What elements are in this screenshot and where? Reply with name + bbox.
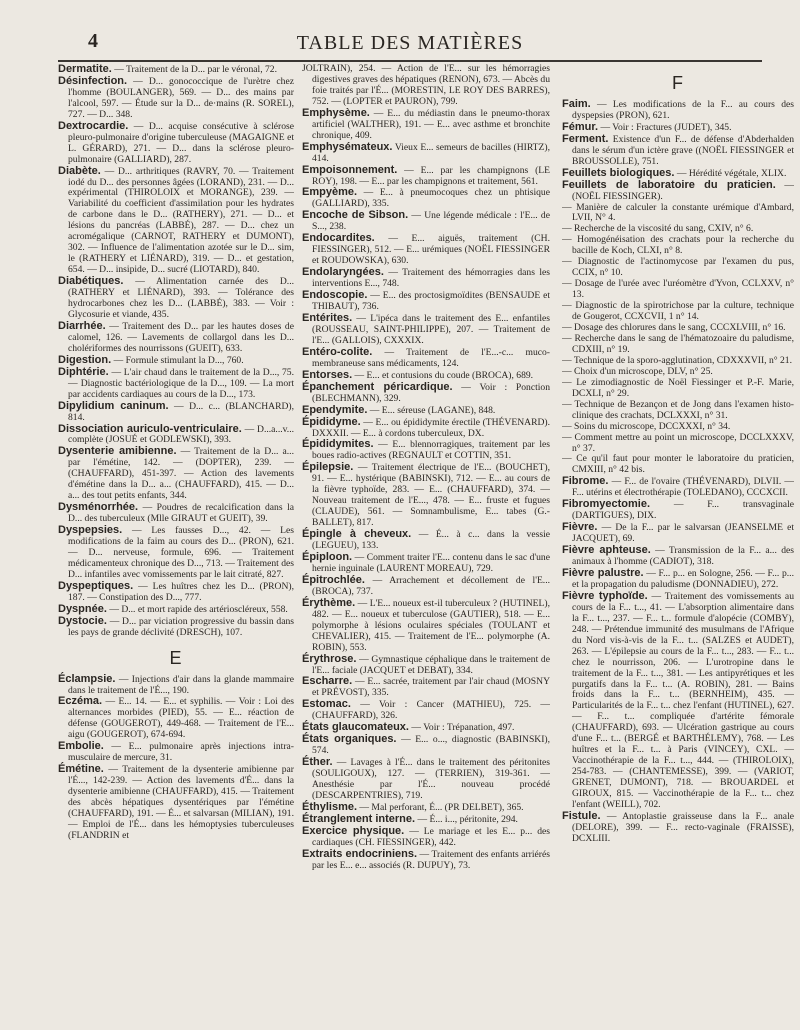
entry-text: — Traitement de la D... par le véronal, 72. xyxy=(111,64,277,75)
entry-text: — L'ipéca dans le traitement des E... enfantiles (ROUSSEAU, SAINT-PHILIPPE), 207. — Traitement de l'E... (GALLOIS), CXXXIX. xyxy=(312,312,550,346)
index-entry xyxy=(302,290,550,313)
entry-text: — Choix d'un microscope, DLV, n° 25. xyxy=(562,365,713,377)
index-entry xyxy=(302,187,550,210)
index-column-2 xyxy=(302,64,550,1020)
index-entry xyxy=(58,424,294,447)
index-entry xyxy=(562,545,794,568)
entry-text: — Traitement de la D... a... par l'émétine, 142. — (DOPTER), 239. — (CHAUFFARD), 451-397. — Action des lavements d'émétine dans la D... a... (CHAUFFARD), 415. — D... a... des tout petits enfants, 344. xyxy=(68,446,294,502)
entry-heading: Épididymites. xyxy=(302,438,374,451)
index-entry xyxy=(302,462,550,529)
entry-text: — Alimentation carnée des D... (RATHERY et LIÉNARD), 393. — Tolérance des hydrocarbones chez les D... (LABBÉ), 383. — Voir : Glycosurie et viande, 435. xyxy=(68,276,294,320)
index-entry xyxy=(58,367,294,401)
entry-heading: États organiques. xyxy=(302,733,397,746)
entry-text: — L'E... noueux est-il tuberculeux ? (HUTINEL), 482. — E... noueux et tuberculose (GAUTIER), 518. — E... polymorphe à lésions oculaires spéciales (TOULANT et CHEVALIER), 415. — Traitement de l'E... polymorphe (A. ROBIN), 553. xyxy=(312,597,550,653)
index-entry xyxy=(562,522,794,545)
index-column-1 xyxy=(58,64,294,1020)
entry-heading: Étranglement interne. xyxy=(302,812,416,825)
entry-heading: Endolaryngées. xyxy=(302,266,384,279)
index-entry xyxy=(58,741,294,764)
entry-text: — E... et contusions du coude (BROCA), 689. xyxy=(352,369,534,381)
entry-heading: Dysenterie amibienne. xyxy=(58,445,177,458)
entry-text: — Diagnostic de l'actinomycose par l'examen du pus, CCIX, n° 10. xyxy=(562,256,794,279)
entry-text: — E... blennorragiques, traitement par les boues radio-actives (REGNAULT et COTTIN, 351. xyxy=(312,439,550,462)
index-entry xyxy=(58,276,294,321)
entry-text: — D... c... (BLANCHARD), 814. xyxy=(68,400,294,423)
index-entry xyxy=(302,598,550,654)
entry-heading: Extraits endocriniens. xyxy=(302,847,418,860)
entry-text: — Recherche dans le sang de l'hématozoaire du paludisme, CDXIII, n° 19. xyxy=(562,332,794,355)
entry-text: — Ce qu'il faut pour monter le laboratoire du praticien, CMXIII, n° 42 bis. xyxy=(562,453,794,476)
index-entry xyxy=(58,401,294,424)
entry-heading: Émétine. xyxy=(58,763,104,776)
index-entry xyxy=(58,502,294,525)
entry-text: — E... séreuse (LAGANE), 848. xyxy=(367,404,496,416)
entry-heading: Endoscopie. xyxy=(302,289,368,302)
entry-text: — Homogénéisation des crachats pour la recherche du bacille de Koch, CLXI, n° 8. xyxy=(562,234,794,257)
entry-heading: Dysménorrhée. xyxy=(58,501,139,514)
entry-text: — Une légende médicale : l'E... de S..., 238. xyxy=(312,210,550,233)
index-entry xyxy=(302,676,550,699)
index-entry xyxy=(302,165,550,188)
entry-text: — Voir : Fractures (JUDET), 345. xyxy=(598,121,732,133)
entry-text: — Comment mettre au point un microscope, DCCLXXXV, n° 37. xyxy=(562,431,794,454)
index-entry xyxy=(302,108,550,142)
section-letter: E xyxy=(169,647,183,668)
entry-heading: Digestion. xyxy=(58,353,112,366)
entry-heading: Dyspeptiques. xyxy=(58,579,134,592)
entry-heading: Éther. xyxy=(302,756,333,769)
index-entry xyxy=(562,433,794,455)
entry-text: — D...a...v... complète (JOSUÉ et GODLEWSKI), 393. xyxy=(68,423,294,446)
entry-text: — E... à pneumocoques chez un phtisique (GALLIARD), 335. xyxy=(312,187,550,210)
entry-heading: Entéro-colite. xyxy=(302,345,373,358)
entry-text: — F... transvaginale (DARTIGUES), DIX. xyxy=(572,499,794,522)
entry-text: — D... arthritiques (RAVRY, 70. — Traitement iodé du D... des personnes âgées (LORAND), 231. — D... expérimental (THIROLOIX et MORANGE), 239. — Variabilité du coefficient d'assimilation pour les hydrates de carbone dans le D... (RATHERY), 271. — D... et lésions du pancréas (LABBÉ), 287. — D... chez un acromégalique (CARNOT, RATHERY et DUMONT), 302. — Influence de l'alimentation azotée sur le D... sim, le (RATHERY et LIÉNARD), 319. — D... et gestation, 654. — D... insipide, D... sucré (LIOTARD), 840. xyxy=(68,165,294,276)
index-entry xyxy=(302,347,550,370)
entry-heading: Diphtérie. xyxy=(58,365,109,378)
entry-text: Existence d'un F... de défense d'Abderhalden dans le sérum d'un ictère grave ((NOËL FIESSINGER et BROUSSOLLE), 751. xyxy=(572,133,794,167)
index-entry xyxy=(58,581,294,604)
index-entry xyxy=(562,591,794,811)
entry-heading: Dextrocardie. xyxy=(58,119,129,132)
entry-text: — Le mariage et les E... p... des cardiaques (CH. FIESSINGER), 442. xyxy=(312,825,550,848)
entry-heading: Diarrhée. xyxy=(58,319,106,332)
entry-heading: Épanchement péricardique. xyxy=(302,380,453,393)
entry-text: — E... aiguës, traitement (CH. FIESSINGER), 512. — E... urémiques (NOËL FIESSINGER et ROUDOWSKA), 630. xyxy=(312,233,550,267)
entry-text: — Le zimodiagnostic de Noël Fiessinger et P.-F. Marie, DCXLI, n° 29. xyxy=(562,376,794,399)
entry-heading: Feuillets biologiques. xyxy=(562,166,675,179)
entry-heading: Estomac. xyxy=(302,698,351,711)
entry-text: — Technique de Bezançon et de Jong dans l'examen histo-clinique des crachats, DCLXXXI, n° 31. xyxy=(562,398,794,421)
index-entry xyxy=(58,764,294,842)
entry-heading: Fistule. xyxy=(562,809,601,822)
index-entry xyxy=(562,180,794,203)
entry-text: — Voir : Cancer (MATHIEU), 725. — (CHAUFFARD), 326. xyxy=(312,699,550,722)
entry-heading: Fièvre palustre. xyxy=(562,566,644,579)
index-entry xyxy=(562,568,794,591)
entry-heading: Éclampsie. xyxy=(58,672,116,685)
entry-heading: Désinfection. xyxy=(58,74,128,87)
index-entry xyxy=(302,233,550,267)
entry-text: — Traitement de la dysenterie amibienne par l'É..., 142-239. — Action des lavements d'É... dans la dysenterie amibienne (CHAUFFARD), 415. — Traitement des abcès hépatiques dysentériques par l'émétine (CHAUFFARD), 191. — É... et salvarsan (MILIAN), 191. — Emploi de l'É... dans les hémoptysies tuberculeuses (FLANDRIN et xyxy=(68,764,294,841)
index-entry xyxy=(58,525,294,581)
index-entry xyxy=(562,811,794,845)
entry-text: — Dosage des chlorures dans le sang, CCCXLVIII, n° 16. xyxy=(562,322,786,334)
index-entry xyxy=(302,552,550,575)
entry-heading: Ependymite. xyxy=(302,403,368,416)
entry-heading: Faim. xyxy=(562,97,591,110)
index-entry xyxy=(302,382,550,405)
entry-text: — Formule stimulant la D..., 760. xyxy=(111,354,244,366)
entry-heading: Fibromyectomie. xyxy=(562,498,651,511)
entry-text: — Dosage de l'urée avec l'uréomètre d'Yvon, CCLXXV, n° 13. xyxy=(562,278,794,301)
entry-text: — Recherche de la viscosité du sang, CXIV, n° 6. xyxy=(562,223,754,235)
index-entry xyxy=(302,210,550,233)
index-entry xyxy=(562,454,794,476)
index-entry xyxy=(302,849,550,872)
entry-text: — E... 14. — E... et syphilis. — Voir : Loi des alternances morbides (PIED), 55. — E... réaction de défense (GOUGEROT), 449-468. — Traitement de l'E... aigu (GOUGEROT), 674-694. xyxy=(68,696,294,741)
entry-heading: Ferment. xyxy=(562,132,609,145)
entry-text: — E... du médiastin dans le pneumo-thorax artificiel (WALTHER), 191. — E... avec asthme et bronchite chronique, 409. xyxy=(312,107,550,141)
entry-text: — E... par les champignons (LE ROY), 198. — E... par les champignons et traitement, 561. xyxy=(312,164,550,187)
entry-text: — Mal perforant, É... (PR DELBET), 365. xyxy=(357,801,524,813)
entry-heading: Dipylidium caninum. xyxy=(58,399,169,412)
header-rule xyxy=(58,60,762,62)
entry-heading: Dyspnée. xyxy=(58,602,107,615)
entry-text: JOLTRAIN), 254. — Action de l'É... sur les hémorragies digestives graves des hépatiques (RENON), 673. — Abcès du foie traités par l'É... (MORESTIN, LE ROY DES BARRES), 752. — (LOPTER et PAURON), 799. xyxy=(302,64,550,107)
entry-text: — Lavages à l'É... dans le traitement des péritonites (SOULIGOUX), 127. — (TERRIEN), 319-361. — Anesthésie par l'É... nouveau procédé (DESCARPENTRIES), 719. xyxy=(312,757,550,801)
entry-text: — E... ou épididymite érectile (THÉVENARD). DXXXII. — E... à cordons tuberculeux, DX. xyxy=(312,416,550,439)
index-entry xyxy=(302,826,550,849)
page-header xyxy=(60,30,760,60)
entry-text: — (NOËL FIESSINGER). xyxy=(572,179,794,202)
entry-heading: Diabétiques. xyxy=(58,275,124,288)
entry-text: — Poudres de recalcification dans la D... des tuberculeux (Mlle GIRAUT et GUEIT), 39. xyxy=(68,502,294,525)
index-entry xyxy=(562,99,794,122)
entry-text: — Traitement électrique de l'E... (BOUCHET), 91. — E... hystérique (BABINSKI), 712. — E... au cours de la fièvre typhoïde, 283. — E... (CHAUFFARD), 374. — Nouveau traitement de l'E..., 478. — E... fruste et fugues (CLAUDE), 561. — Somnambulisme, E... tabes (G.-BALLET), 817. xyxy=(312,462,550,529)
entry-heading: Érythème. xyxy=(302,596,356,609)
entry-heading: Fémur. xyxy=(562,120,599,133)
entry-text: — Voir : Trépanation, 497. xyxy=(408,722,515,734)
entry-heading: Fièvre. xyxy=(562,521,598,534)
entry-text: — Arrachement et décollement de l'E... (BROCA), 737. xyxy=(312,574,550,597)
index-entry xyxy=(58,446,294,502)
entry-heading: Dermatite. xyxy=(58,64,112,75)
entry-text: — E... des proctosigmoïdites (BENSAUDE et THIBAUT), 736. xyxy=(312,290,550,313)
entry-text: — Traitement des hémorragies dans les interventions E..., 748. xyxy=(312,267,550,290)
index-entry xyxy=(562,134,794,168)
index-column-3 xyxy=(562,64,794,1020)
entry-text: — Comment traiter l'E... contenu dans le sac d'une hernie inguinale (LAURENT MOREAU), 729. xyxy=(312,551,550,574)
entry-heading: Eczéma. xyxy=(58,695,103,708)
entry-text: — Transmission de la F... a... des animaux à l'homme (CADIOT), 318. xyxy=(572,545,794,568)
entry-heading: Emphysème. xyxy=(302,106,370,119)
index-entry xyxy=(562,235,794,257)
index-entry xyxy=(58,616,294,639)
entry-text: — F... p... en Sologne, 256. — F... p... et la propagation du paludisme (DONNADIEU), 272. xyxy=(572,567,794,590)
index-entry xyxy=(562,301,794,323)
index-entry xyxy=(562,279,794,301)
entry-text: — E... pulmonaire après injections intra-musculaire de mercure, 31. xyxy=(68,741,294,764)
entry-heading: Entorses. xyxy=(302,368,353,381)
index-entry xyxy=(302,575,550,598)
entry-text: — Soins du microscope, DCCXXXI, n° 34. xyxy=(562,420,731,432)
entry-text: — D... par viciation progressive du bassin dans les pays de grande déclivité (DRESCH), 107. xyxy=(68,615,294,638)
entry-text: — Traitement de l'E...-c... muco-membraneuse sans médicaments, 124. xyxy=(312,346,550,369)
entry-heading: Endocardites. xyxy=(302,232,375,245)
entry-heading: Emphysémateux. xyxy=(302,140,393,153)
entry-text: — E... o..., diagnostic (BABINSKI), 574. xyxy=(312,734,550,757)
entry-text: — Voir : Ponction (BLECHMANN), 329. xyxy=(312,381,550,404)
index-entry xyxy=(58,121,294,166)
entry-heading: Fièvre aphteuse. xyxy=(562,544,651,557)
entry-text: — Les fausses D..., 42. — Les modifications de la faim au cours des D... (PRON), 621. — D... nerveuse, formule, 696. — Traitement médicamenteux chronique des D..., 713. — Traitement des D... infantiles avec vomissements par le lait citraté, 827. xyxy=(68,525,294,580)
index-entry xyxy=(562,257,794,279)
entry-heading: Dissociation auriculo-ventriculaire. xyxy=(58,422,242,435)
entry-heading: Diabète. xyxy=(58,164,101,177)
index-entry xyxy=(302,654,550,677)
index-entry xyxy=(302,313,550,347)
entry-text: — Traitement des enfants arriérés par les E... e... associés (R. DUPUY), 73. xyxy=(312,848,550,871)
entry-text: — Gymnastique céphalique dans le traitement de l'E... faciale (JACQUET et DEBAT), 334. xyxy=(312,653,550,676)
index-entry xyxy=(562,203,794,225)
index-entry xyxy=(302,64,550,108)
index-entry xyxy=(562,499,794,522)
entry-heading: Épididyme. xyxy=(302,415,361,428)
entry-heading: Empyème. xyxy=(302,186,358,199)
entry-text: — Technique de la sporo-agglutination, CDXXXVII, n° 21. xyxy=(562,354,792,366)
entry-text: — D... gonococcique de l'urètre chez l'homme (BOULANGER), 569. — D... des mains par l'alcool, 597. — Étude sur la D... de·mains (R. SOREL), 727. — D... 348. xyxy=(68,75,294,120)
entry-heading: Dyspepsies. xyxy=(58,524,123,537)
entry-heading: Encoche de Sibson. xyxy=(302,209,409,222)
entry-heading: Éthylisme. xyxy=(302,800,358,813)
index-entry xyxy=(302,529,550,552)
entry-text: — Antoplastie graisseuse dans la F... anale (DELORE), 399. — F... recto-vaginale (FRAISSE), DCXLIII. xyxy=(572,810,794,844)
entry-text: — Diagnostic de la spirotrichose par la culture, technique de Gougerot, CCXCVII, 1 n° 14. xyxy=(562,300,794,323)
index-entry xyxy=(562,476,794,499)
entry-text: — D... et mort rapide des artérioscléreux, 558. xyxy=(106,603,288,615)
index-entry xyxy=(302,417,550,440)
entry-text: — É... à c... dans la vessie (LEGUEU), 133. xyxy=(312,529,550,552)
index-entry xyxy=(58,674,294,697)
entry-heading: Épitrochlée. xyxy=(302,573,365,586)
index-entry xyxy=(58,321,294,355)
entry-heading: Dystocie. xyxy=(58,614,107,627)
index-entry xyxy=(562,334,794,356)
entry-text: — Les modifications de la F... au cours des dyspepsies (PRON), 621. xyxy=(572,98,794,121)
index-entry xyxy=(58,76,294,121)
entry-heading: États glaucomateux. xyxy=(302,721,409,734)
index-entry xyxy=(302,699,550,722)
entry-heading: Épilepsie. xyxy=(302,461,354,474)
index-entry xyxy=(302,757,550,802)
index-entry xyxy=(302,439,550,462)
entry-text: — É... i..., péritonite, 294. xyxy=(415,813,518,825)
entry-heading: Escharre. xyxy=(302,675,353,688)
entry-text: Vieux E... semeurs de bacilles (HIRTZ), 414. xyxy=(312,141,550,164)
entry-heading: Feuillets de laboratoire du praticien. xyxy=(562,178,776,191)
entry-text: — L'air chaud dans le traitement de la D..., 75. — Diagnostic bactériologique de la D..., 109. — La mort par accidents cardiaques au cours de la D..., 173. xyxy=(68,366,294,400)
entry-text: — F... de l'ovaire (THÉVENARD), DLVII. — F... utérins et électrothérapie (TOLEDANO), CCCXCII. xyxy=(572,476,794,499)
entry-heading: Fibrome. xyxy=(562,475,609,488)
page-number: 4 xyxy=(88,30,98,52)
entry-heading: Embolie. xyxy=(58,740,104,753)
index-entry xyxy=(58,166,294,277)
index-entry xyxy=(562,400,794,422)
entry-heading: Épiploon. xyxy=(302,550,353,563)
entry-heading: Érythrose. xyxy=(302,652,357,665)
index-entry xyxy=(302,267,550,290)
entry-text: — Les huîtres chez les D... (PRON), 187. — Constipation des D..., 777. xyxy=(68,580,294,603)
index-entry xyxy=(58,696,294,741)
index-entry xyxy=(302,142,550,165)
section-letter: F xyxy=(672,73,684,93)
entry-text: — Injections d'air dans la glande mammaire dans le traitement de l'É..., 190. xyxy=(68,673,294,696)
index-entry xyxy=(302,734,550,757)
entry-heading: Empoisonnement. xyxy=(302,163,398,176)
entry-text: — Traitement des D... par les hautes doses de calomel, 126. — Lavements de collargol dans les D... cholériformes des nourrissons (GUEIT), 633. xyxy=(68,320,294,354)
entry-text: — D... acquise consécutive à sclérose pleuro-pulmonaire d'origine tuberculeuse (MAGAIGNE et L. GÉRARD), 271. — D... dans la sclérose pleuro-pulmonaire (GALLIARD), 287. xyxy=(68,120,294,165)
entry-text: — E... sacrée, traitement par l'air chaud (MOSNY et PRÉVOST), 335. xyxy=(312,676,550,699)
entry-text: — Hérédité végétale, XLIX. xyxy=(674,167,787,179)
entry-heading: Entérites. xyxy=(302,311,353,324)
entry-text: — Manière de calculer la constante urémique d'Ambard, LVII, N° 4. xyxy=(562,201,794,224)
entry-text: — Traitement des vomissements au cours de la F... t..., 41. — L'absorption alimentaire dans la F... t..., 237. — F... t... formule d'alopécie (COMBY), 248. — Prétendue immunité des musulmans de l'Afrique du Nord vis-à-vis de la F... t... (SALZES et AUDET), 263. — L'épilepsie au cours de la F... t..., 283. — F... t... chez le nourrisson, 206. — L'urotropine dans le traitement de la F... t..., 381. — Les antipyrétiques et les purgatifs dans la F... t... (A. ROBIN), 281. — Bains froids dans la F... t... (BERNHEIM), 435. — Particularités de la F... t... chez l'enfant (HUTINEL), 627. — F... t... compliquée d'artérite fémorale (CHAUFFARD), 693. — Ulcération gastrique au cours d'une F... t... (BERGÉ et BARTHÉLEMY), 768. — Les huîtres et la F... t... à Paris (VINCEY), CXL. — Vaccinothérapie de la F... t..., 444. — (THIROLOIX), 254-783. — (CHANTEMESSE), 399. — (VARIOT, GRENET, DUMONT), 718. — BROUARDEL et GIROUX, 815. — Vaccinothérapie de la F... t... chez l'enfant (WEILL), 702. xyxy=(572,590,794,810)
running-title: TABLE DES MATIÈRES xyxy=(296,32,524,54)
index-entry xyxy=(562,378,794,400)
entry-heading: Épingle à cheveux. xyxy=(302,528,412,541)
entry-heading: Fièvre typhoïde. xyxy=(562,589,648,602)
entry-heading: Exercice physique. xyxy=(302,824,405,837)
entry-text: — De la F... par le salvarsan (JEANSELME et JACQUET), 69. xyxy=(572,522,794,545)
